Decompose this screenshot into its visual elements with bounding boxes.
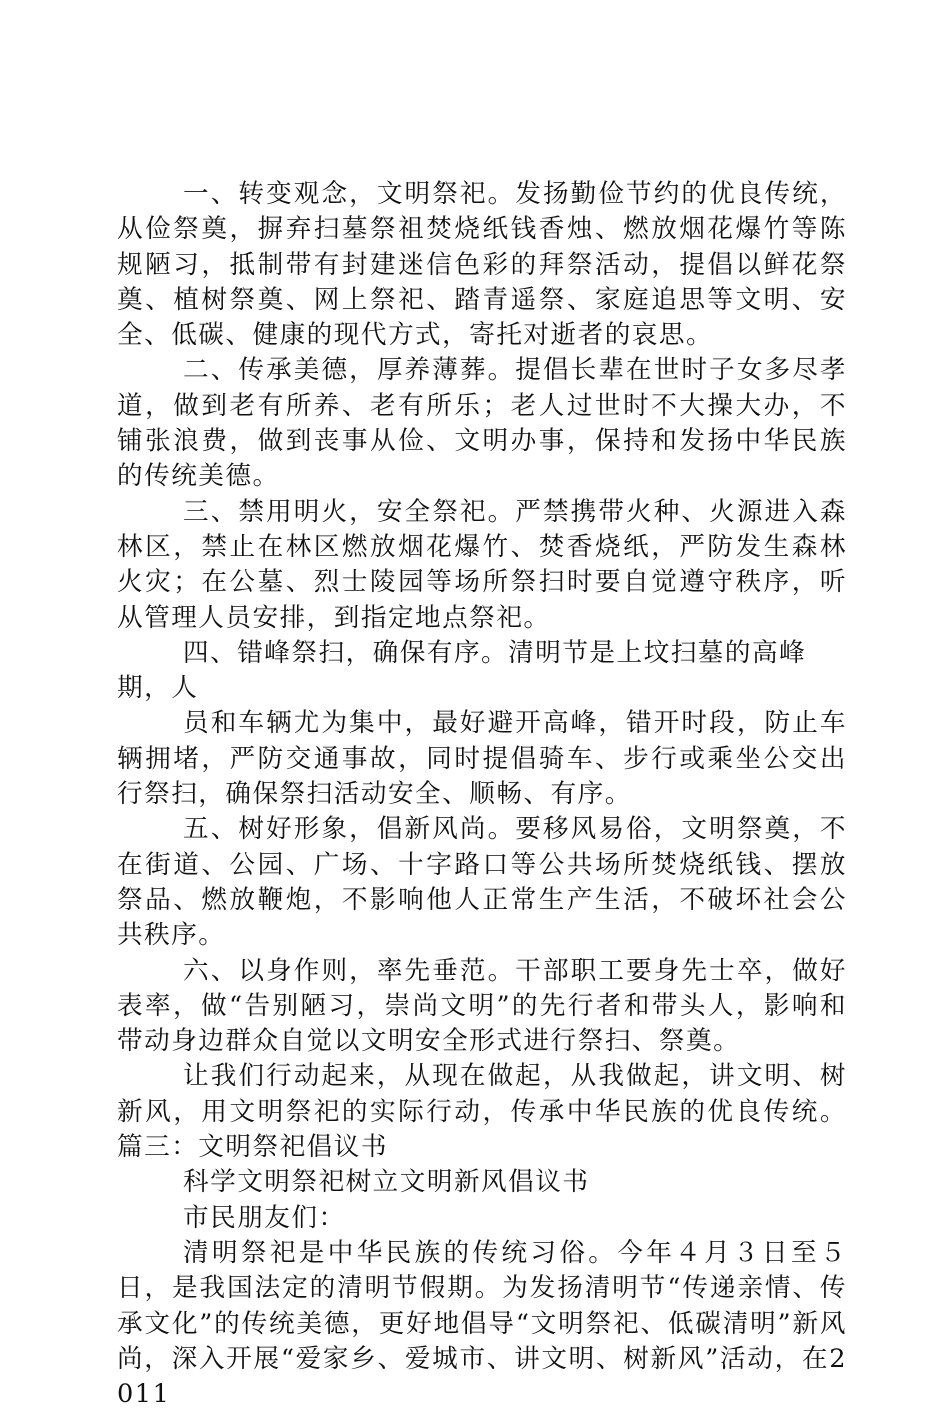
paragraph-title: 科学文明祭祀树立文明新风倡议书 xyxy=(183,1167,590,1198)
paragraph-4: 四、错峰祭扫，确保有序。清明节是上坟扫墓的高峰期，人 xyxy=(117,637,807,704)
paragraph-6: 五、树好形象，倡新风尚。要移风易俗，文明祭奠，不在街道、公园、广场、十字路口等公共场所焚烧纸钱、摆放祭品、燃放鞭炮，不影响他人正常生产生活，不破坏社会公共秩序。 xyxy=(117,814,847,951)
paragraph-5: 员和车辆尤为集中，最好避开高峰，错开时段，防止车辆拥堵，严防交通事故，同时提倡骑车、步行或乘坐公交出行祭扫，确保祭扫活动安全、顺畅、有序。 xyxy=(117,708,847,810)
paragraph-7: 六、以身作则，率先垂范。干部职工要身先士卒，做好表率，做“告别陋习，崇尚文明”的先行者和带头人，影响和带动身边群众自觉以文明安全形式进行祭扫、祭奠。 xyxy=(117,955,847,1057)
paragraph-2: 二、传承美德，厚养薄葬。提倡长辈在世时子女多尽孝道，做到老有所养、老有所乐；老人过世时不大操大办，不铺张浪费，做到丧事从俭、文明办事，保持和发扬中华民族的传统美德。 xyxy=(117,355,847,492)
paragraph-salutation: 市民朋友们： xyxy=(183,1202,346,1233)
paragraph-11: 清明祭祀是中华民族的传统习俗。今年４月３日至５日，是我国法定的清明节假期。为发扬清明节“传递亲情、传承文化”的传统美德，更好地倡导“文明祭祀、低碳清明”新风尚，深入开展“爱家乡、爱城市、讲文明、树新风”活动，在2011 xyxy=(117,1237,847,1410)
paragraph-1: 一、转变观念，文明祭祀。发扬勤俭节约的优良传统，从俭祭奠，摒弃扫墓祭祖焚烧纸钱香烛、燃放烟花爆竹等陈规陋习，抵制带有封建迷信色彩的拜祭活动，提倡以鲜花祭奠、植树祭奠、网上祭祀、踏青遥祭、家庭追思等文明、安全、低碳、健康的现代方式，寄托对逝者的哀思。 xyxy=(117,179,847,351)
paragraph-8: 让我们行动起来，从现在做起，从我做起，讲文明、树新风，用文明祭祀的实际行动，传承中华民族的优良传统。篇三：文明祭祀倡议书 xyxy=(117,1061,847,1163)
paragraph-3: 三、禁用明火，安全祭祀。严禁携带火种、火源进入森林区，禁止在林区燃放烟花爆竹、焚香烧纸，严防发生森林火灾；在公墓、烈士陵园等场所祭扫时要自觉遵守秩序，听从管理人员安排，到指定地点祭祀。 xyxy=(117,496,847,633)
document-body xyxy=(117,177,847,1412)
